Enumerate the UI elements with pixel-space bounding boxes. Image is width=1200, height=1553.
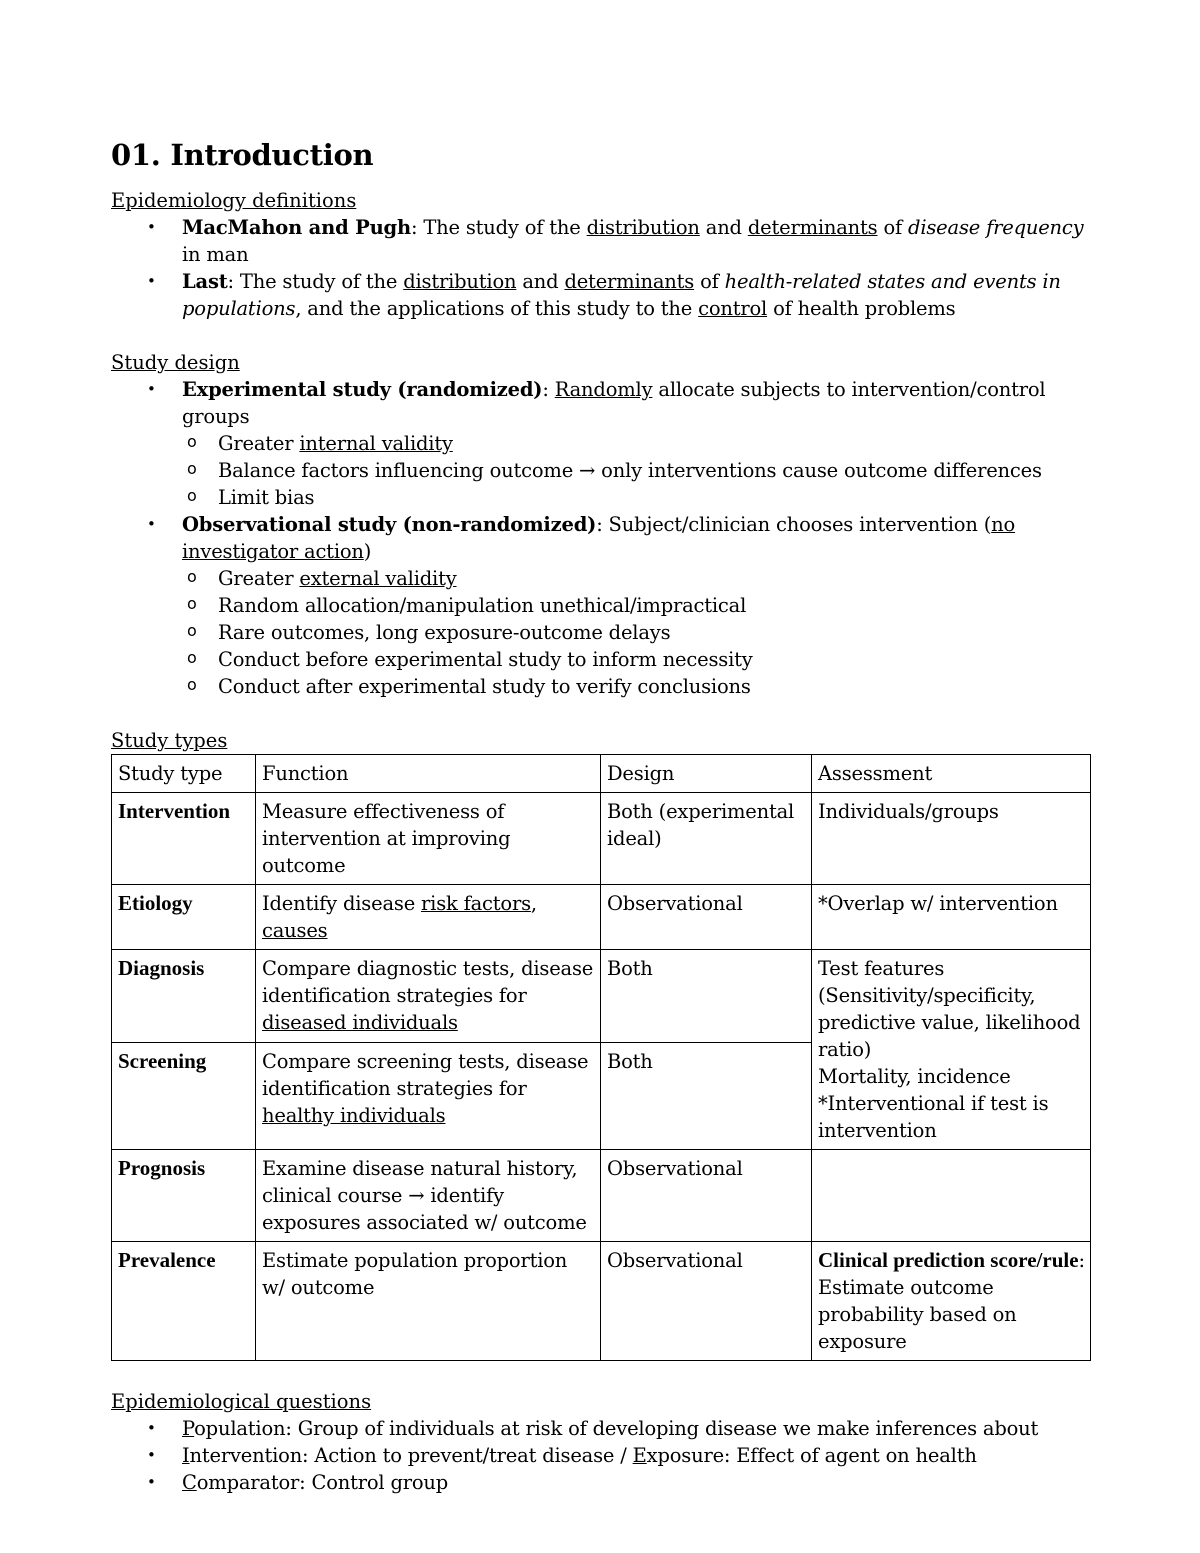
table-row [112, 950, 1091, 1043]
cell-study-type: Prognosis [112, 1150, 256, 1242]
sub-list-item: o Greater internal validity [111, 430, 1089, 457]
sub-list-item: o Balance factors influencing outcome → only interventions cause outcome differences [111, 457, 1089, 484]
questions-list [111, 1415, 1089, 1496]
sub-list-item: o Greater external validity [111, 565, 1089, 592]
cell-study-type: Diagnosis [112, 950, 256, 1043]
cell-function: Compare diagnostic tests, disease identification strategies for diseased individuals [256, 950, 601, 1043]
table-row [112, 1242, 1091, 1361]
column-header: Function [256, 755, 601, 793]
list-item: • Intervention: Action to prevent/treat disease / Exposure: Effect of agent on health [111, 1442, 1089, 1469]
table-row [112, 793, 1091, 885]
cell-assessment [812, 1150, 1091, 1242]
section-heading-questions: Epidemiological questions [111, 1390, 372, 1413]
cell-design: Observational [601, 885, 812, 950]
cell-function: Measure effectiveness of intervention at improving outcome [256, 793, 601, 885]
cell-study-type: Intervention [112, 793, 256, 885]
sub-list-item: o Conduct after experimental study to verify conclusions [111, 673, 1089, 700]
cell-design: Observational [601, 1242, 812, 1361]
list-item: • MacMahon and Pugh: The study of the distribution and determinants of disease frequency in man [111, 214, 1089, 268]
section-heading-types: Study types [111, 729, 228, 752]
column-header: Design [601, 755, 812, 793]
column-header: Assessment [812, 755, 1091, 793]
cell-design: Both (experimental ideal) [601, 793, 812, 885]
list-item: • Comparator: Control group [111, 1469, 1089, 1496]
cell-function: Compare screening tests, disease identification strategies for healthy individuals [256, 1043, 601, 1150]
cell-study-type: Etiology [112, 885, 256, 950]
design-list [111, 376, 1089, 700]
cell-function: Estimate population proportion w/ outcome [256, 1242, 601, 1361]
sub-list-item: o Random allocation/manipulation unethical/impractical [111, 592, 1089, 619]
table-row [112, 885, 1091, 950]
table-row [112, 1150, 1091, 1242]
cell-design: Both [601, 1043, 812, 1150]
cell-assessment: Clinical prediction score/rule: Estimate outcome probability based on exposure [812, 1242, 1091, 1361]
cell-assessment: Individuals/groups [812, 793, 1091, 885]
list-item-experimental: • Experimental study (randomized): Randomly allocate subjects to intervention/control groups [111, 376, 1089, 430]
sub-list-item: o Conduct before experimental study to inform necessity [111, 646, 1089, 673]
table-header-row [112, 755, 1091, 793]
cell-study-type: Screening [112, 1043, 256, 1150]
cell-assessment: Test features (Sensitivity/specificity, predictive value, likelihood ratio) Mortality, incidence *Interventional if test is intervention [812, 950, 1091, 1150]
cell-function: Identify disease risk factors, causes [256, 885, 601, 950]
sub-list-item: o Rare outcomes, long exposure-outcome delays [111, 619, 1089, 646]
study-types-table [111, 754, 1091, 1361]
sub-list-item: o Limit bias [111, 484, 1089, 511]
cell-design: Both [601, 950, 812, 1043]
list-item-observational: • Observational study (non-randomized): Subject/clinician chooses intervention (no investigator action) [111, 511, 1089, 565]
list-item: • Population: Group of individuals at risk of developing disease we make inferences about [111, 1415, 1089, 1442]
definitions-list [111, 214, 1089, 322]
page-title: 01. Introduction [111, 138, 374, 172]
cell-study-type: Prevalence [112, 1242, 256, 1361]
section-heading-design: Study design [111, 351, 240, 374]
cell-assessment: *Overlap w/ intervention [812, 885, 1091, 950]
list-item: • Last: The study of the distribution and determinants of health-related states and events in populations, and the applications of this study to the control of health problems [111, 268, 1089, 322]
column-header: Study type [112, 755, 256, 793]
cell-design: Observational [601, 1150, 812, 1242]
cell-function: Examine disease natural history, clinical course → identify exposures associated w/ outcome [256, 1150, 601, 1242]
section-heading-definitions: Epidemiology definitions [111, 189, 357, 212]
document-page [111, 135, 1089, 1496]
